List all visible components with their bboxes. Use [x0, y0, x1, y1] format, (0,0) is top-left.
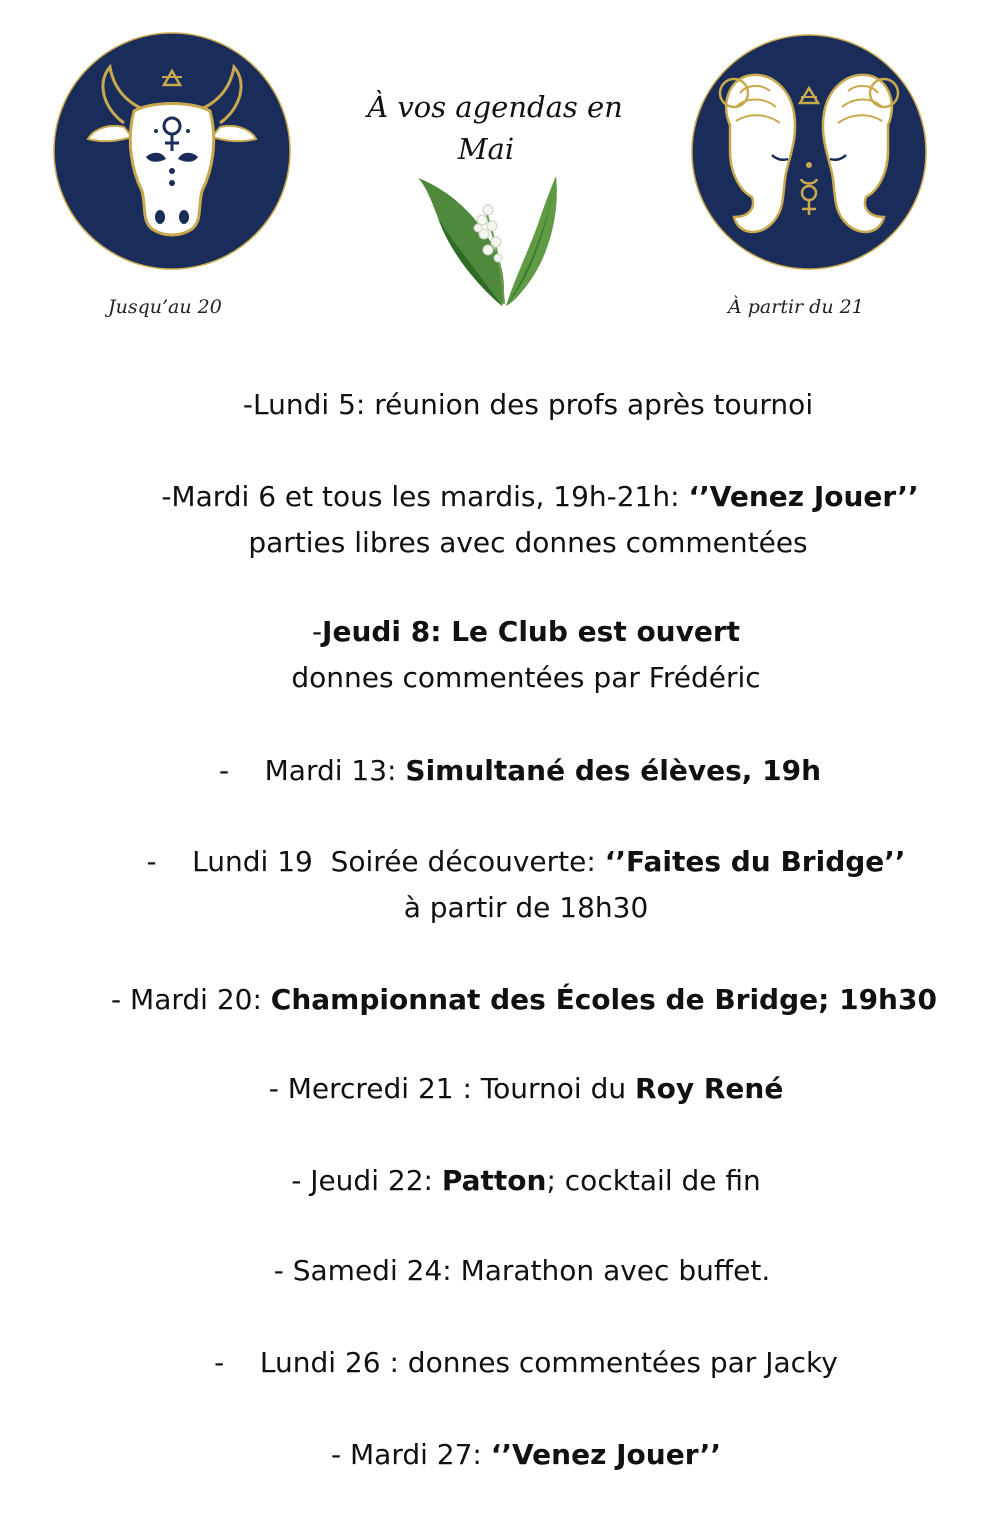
gemini-twins-icon [690, 33, 928, 271]
event-line-2: -Mardi 6 et tous les mardis, 19h-21h: ‘’Venez Jouer’’ [161, 480, 919, 513]
event-line-12: - Samedi 24: Marathon avec buffet. [273, 1254, 771, 1287]
gemini-emblem [690, 33, 928, 271]
lily-image [410, 172, 560, 316]
event-line-10: - Mercredi 21 : Tournoi du Roy René [268, 1072, 784, 1105]
title-line-2: Mai [457, 132, 515, 166]
event-line-11: - Jeudi 22: Patton; cocktail de fin [291, 1164, 761, 1197]
right-caption: À partir du 21 [728, 296, 864, 318]
left-caption: Jusqu’au 20 [108, 296, 222, 318]
event-line-6: - Mardi 13: Simultané des élèves, 19h [218, 754, 822, 787]
event-line-5: donnes commentées par Frédéric [291, 661, 761, 694]
taurus-bull-icon [52, 31, 292, 271]
event-line-9: - Mardi 20: Championnat des Écoles de Bridge; 19h30 [111, 983, 937, 1016]
event-line-7: - Lundi 19 Soirée découverte: ‘’Faites du Bridge’’ [146, 845, 906, 878]
event-line-13: - Lundi 26 : donnes commentées par Jacky [214, 1346, 838, 1379]
taurus-emblem [52, 31, 292, 271]
event-line-1: -Lundi 5: réunion des profs après tournoi [242, 388, 814, 421]
title-line-1: À vos agendas en [367, 90, 623, 124]
event-line-4: -Jeudi 8: Le Club est ouvert [311, 615, 741, 648]
event-line-14: - Mardi 27: ‘’Venez Jouer’’ [331, 1438, 721, 1471]
page-title [330, 86, 670, 170]
event-line-8: à partir de 18h30 [403, 891, 649, 924]
event-line-3: parties libres avec donnes commentées [248, 526, 808, 559]
lily-of-the-valley-icon [410, 172, 560, 312]
